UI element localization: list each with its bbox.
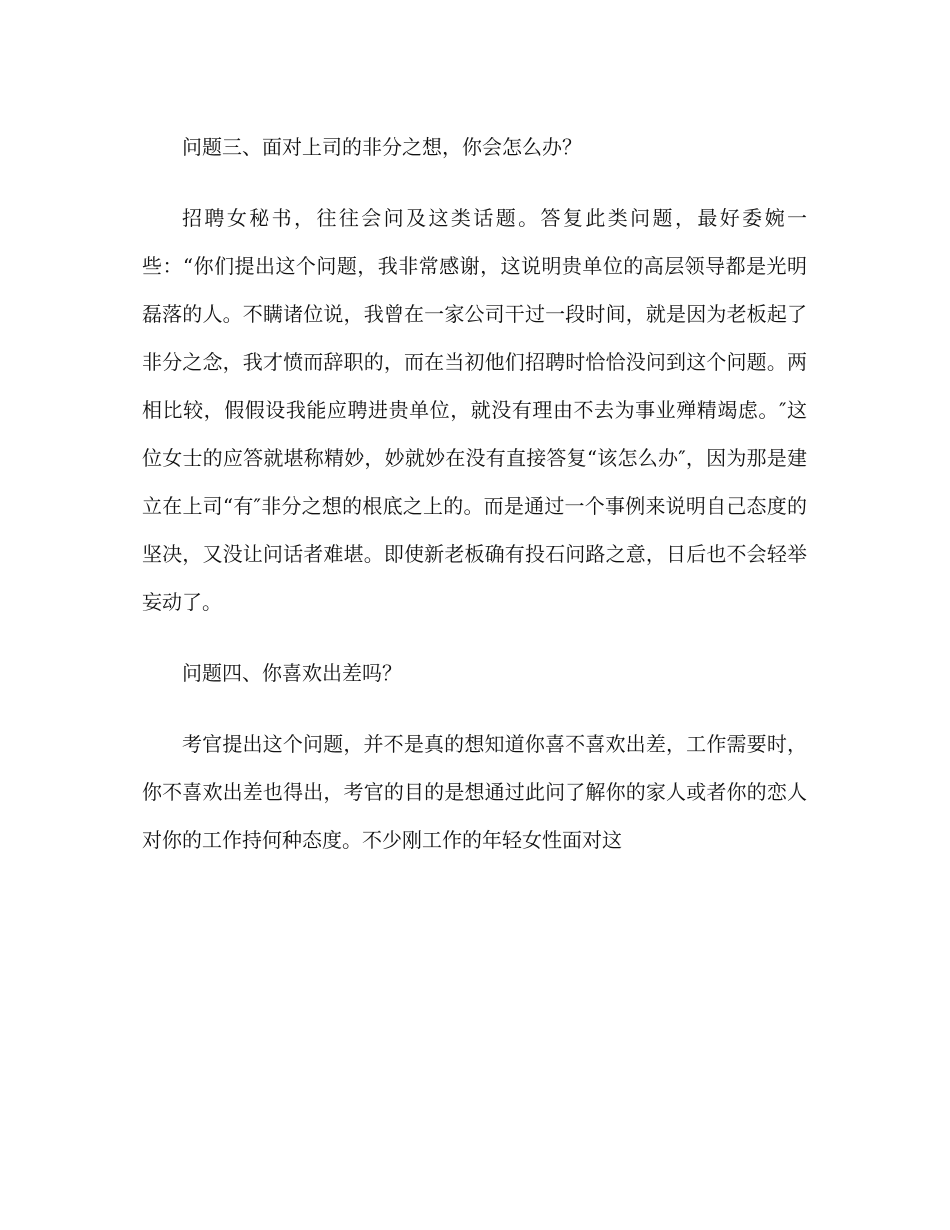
document-body [142,123,807,887]
question-four-heading: 问题四、你喜欢出差吗？ [182,661,402,685]
question-three-answer-paragraph: 招聘女秘书，往往会问及这类话题。答复此类问题，最好委婉一些：“你们提出这个问题，我非常感谢，这说明贵单位的高层领导都是光明磊落的人。不瞒诸位说，我曾在一家公司干过一段时间，就是因为老板起了非分之念，我才愤而辞职的，而在当初他们招聘时恰恰没问到这个问题。两相比较，假假设我能应聘进贵单位，就没有理由不去为事业殚精竭虑。″这位女士的应答就堪称精妙，妙就妙在没有直接答复“该怎么办″，因为那是建立在上司“有″非分之想的根底之上的。而是通过一个事例来说明自己态度的坚决，又没让问话者难堪。即使新老板确有投石问路之意，日后也不会轻举妄动了。 [142,206,807,614]
question-four-answer-paragraph: 考官提出这个问题，并不是真的想知道你喜不喜欢出差，工作需要时，你不喜欢出差也得出，考官的目的是想通过此问了解你的家人或者你的恋人对你的工作持何种态度。不少刚工作的年轻女性面对这 [142,732,807,852]
question-three-heading: 问题三、面对上司的非分之想，你会怎么办？ [182,135,582,159]
